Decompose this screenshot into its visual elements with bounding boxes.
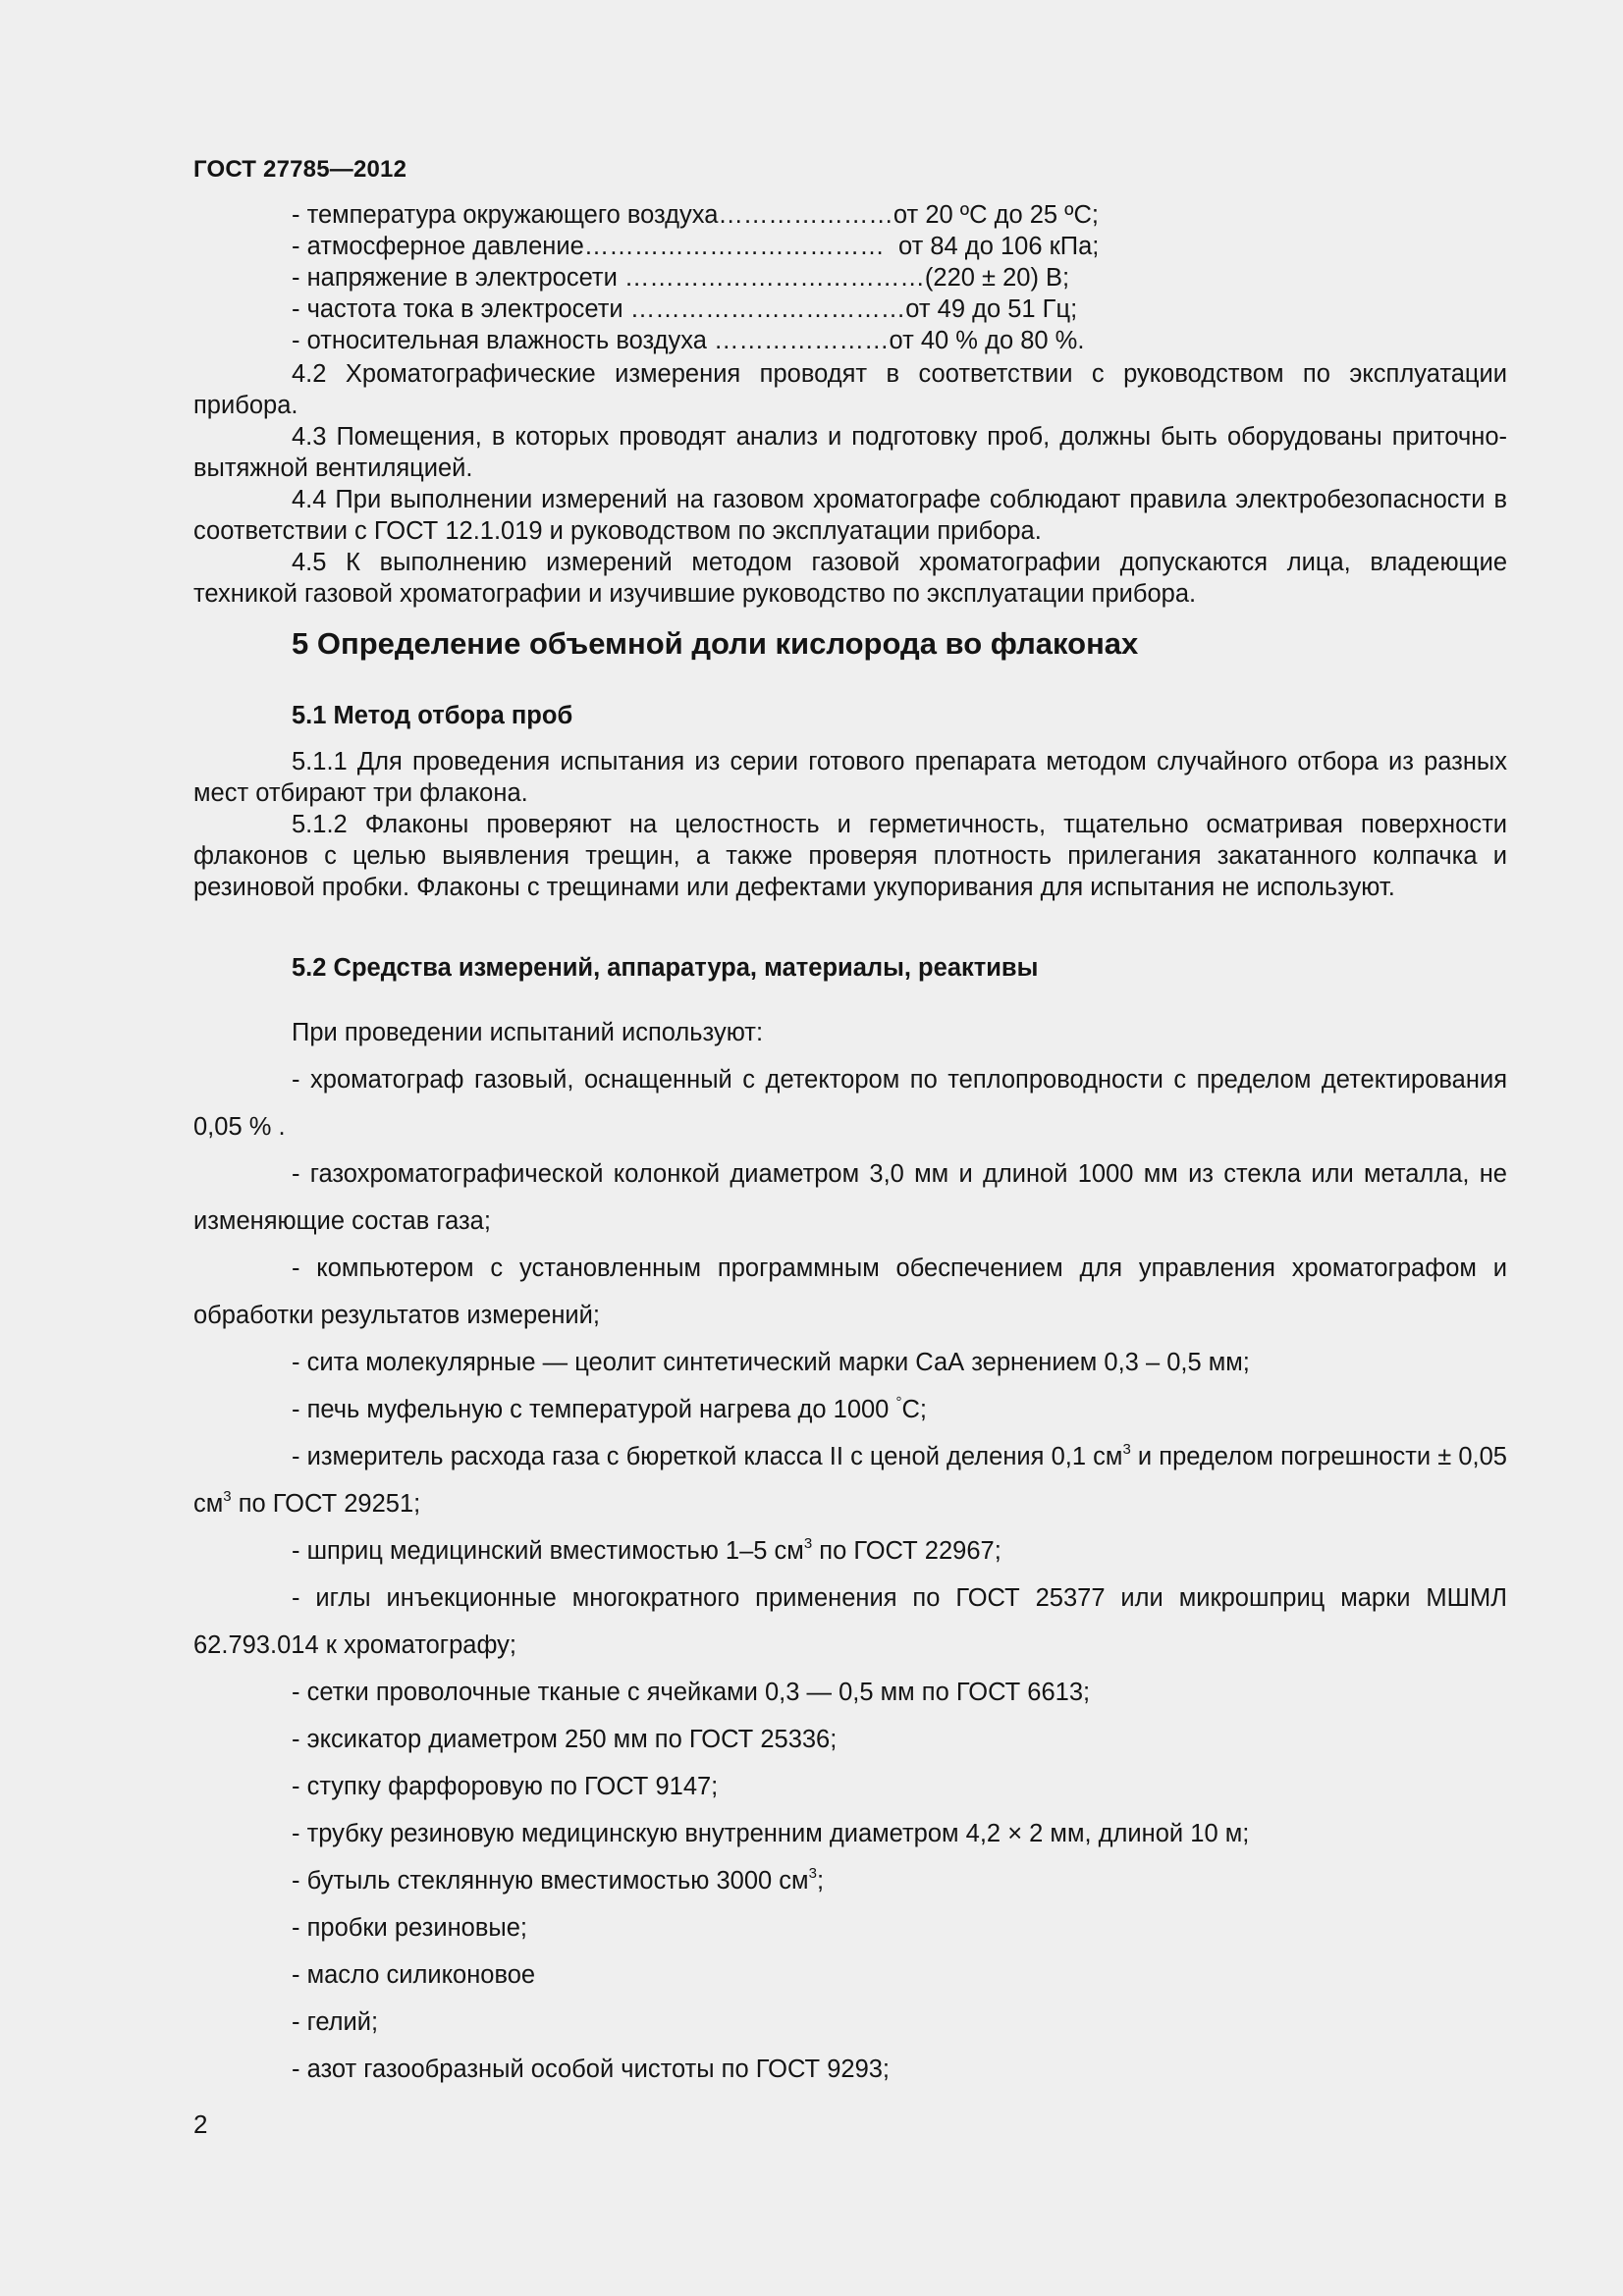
condition-pressure: - атмосферное давление……………………………… от 84 до 106 кПа;: [292, 233, 1100, 260]
page-number: 2: [193, 2109, 208, 2139]
condition-frequency: - частота тока в электросети ……………………………от 49 до 51 Гц;: [292, 295, 1078, 323]
equipment-item-text: - печь муфельную с температурой нагрева до 1000: [292, 1396, 896, 1423]
equipment-item: - хроматограф газовый, оснащенный с детектором по теплопроводности с пределом детектирования 0,05 % .: [193, 1066, 1507, 1141]
cubic-superscript: 3: [803, 1535, 813, 1552]
equipment-item-text: по ГОСТ 29251;: [231, 1490, 421, 1518]
equipment-item: - газохроматографической колонкой диаметром 3,0 мм и длиной 1000 мм из стекла или металла, не изменяющие состав газа;: [193, 1160, 1507, 1235]
equipment-item: - сетки проволочные тканые с ячейками 0,3 — 0,5 мм по ГОСТ 6613;: [292, 1679, 1091, 1706]
condition-humidity: - относительная влажность воздуха …………………от 40 % до 80 %.: [292, 327, 1085, 354]
equipment-item: - эксикатор диаметром 250 мм по ГОСТ 25336;: [292, 1726, 838, 1753]
subsection-5-1-title: 5.1 Метод отбора проб: [292, 702, 573, 729]
subsection-5-1: [193, 699, 1507, 732]
equipment-item: - пробки резиновые;: [292, 1914, 527, 1942]
subsection-5-1-body: [193, 746, 1507, 903]
equipment-item: [193, 1527, 1507, 1575]
cubic-superscript: 3: [1122, 1441, 1131, 1458]
equipment-item: [193, 1433, 1507, 1527]
conditions-list: [193, 199, 1507, 356]
condition-temperature: - температура окружающего воздуха…………………от 20 ºС до 25 ºС;: [292, 201, 1099, 229]
paragraph-5-1-1: 5.1.1 Для проведения испытания из серии готового препарата методом случайного отбора из разных мест отбирают три флакона.: [193, 748, 1507, 807]
equipment-item: [193, 1857, 1507, 1904]
equipment-item: - гелий;: [292, 2008, 379, 2036]
section-4-paragraphs: [193, 358, 1507, 610]
equipment-item-text: - шприц медицинский вместимостью 1–5 см: [292, 1537, 804, 1565]
equipment-item-text: ;: [816, 1867, 825, 1895]
subsection-5-2: [193, 951, 1507, 985]
paragraph-4-3: 4.3 Помещения, в которых проводят анализ и подготовку проб, должны быть оборудованы приточно-вытяжной вентиляцией.: [193, 423, 1507, 482]
section-5-title: 5 Определение объемной доли кислорода во флаконах: [292, 626, 1139, 661]
equipment-item: [193, 1386, 1507, 1433]
equipment-item-text: С;: [901, 1396, 927, 1423]
document-header: ГОСТ 27785—2012: [193, 156, 407, 183]
subsection-5-2-title: 5.2 Средства измерений, аппаратура, материалы, реактивы: [292, 954, 1039, 982]
equipment-list: [193, 1009, 1507, 2093]
degree-superscript: °: [895, 1394, 902, 1411]
equipment-item: - азот газообразный особой чистоты по ГОСТ 9293;: [292, 2056, 891, 2083]
equipment-item: - компьютером с установленным программным обеспечением для управления хроматографом и обработки результатов измерений;: [193, 1255, 1507, 1329]
equipment-item: - масло силиконовое: [292, 1961, 536, 1989]
equipment-item-text: - бутыль стеклянную вместимостью 3000 см: [292, 1867, 809, 1895]
equipment-item: - ступку фарфоровую по ГОСТ 9147;: [292, 1773, 719, 1800]
paragraph-4-5: 4.5 К выполнению измерений методом газовой хроматографии допускаются лица, владеющие техникой газовой хроматографии и изучившие руководство по эксплуатации прибора.: [193, 549, 1507, 608]
equipment-intro: При проведении испытаний используют:: [292, 1019, 764, 1046]
cubic-superscript: 3: [223, 1488, 232, 1505]
condition-voltage: - напряжение в электросети ………………………………(220 ± 20) В;: [292, 264, 1070, 292]
equipment-item: - трубку резиновую медицинскую внутренним диаметром 4,2 × 2 мм, длиной 10 м;: [292, 1820, 1250, 1847]
equipment-item-text: - измеритель расхода газа с бюреткой класса II с ценой деления 0,1 см: [292, 1443, 1123, 1470]
equipment-item: - иглы инъекционные многократного применения по ГОСТ 25377 или микрошприц марки МШМЛ 62.793.014 к хроматографу;: [193, 1584, 1507, 1659]
paragraph-4-4: 4.4 При выполнении измерений на газовом хроматографе соблюдают правила электробезопасности в соответствии с ГОСТ 12.1.019 и руководством по эксплуатации прибора.: [193, 486, 1507, 545]
equipment-item-text: по ГОСТ 22967;: [812, 1537, 1001, 1565]
paragraph-4-2: 4.2 Хроматографические измерения проводят в соответствии с руководством по эксплуатации прибора.: [193, 360, 1507, 419]
equipment-item-text: и пределом погрешности ± 0,05 см: [193, 1443, 1507, 1518]
paragraph-5-1-2: 5.1.2 Флаконы проверяют на целостность и герметичность, тщательно осматривая поверхности флаконов с целью выявления трещин, а также проверяя плотность прилегания закатанного колпачка и резиновой пробки. Флаконы с трещинами или дефектами укупоривания для испытания не используют.: [193, 811, 1507, 901]
equipment-item: - сита молекулярные — цеолит синтетический марки СаА зернением 0,3 – 0,5 мм;: [292, 1349, 1250, 1376]
cubic-superscript: 3: [808, 1865, 817, 1882]
